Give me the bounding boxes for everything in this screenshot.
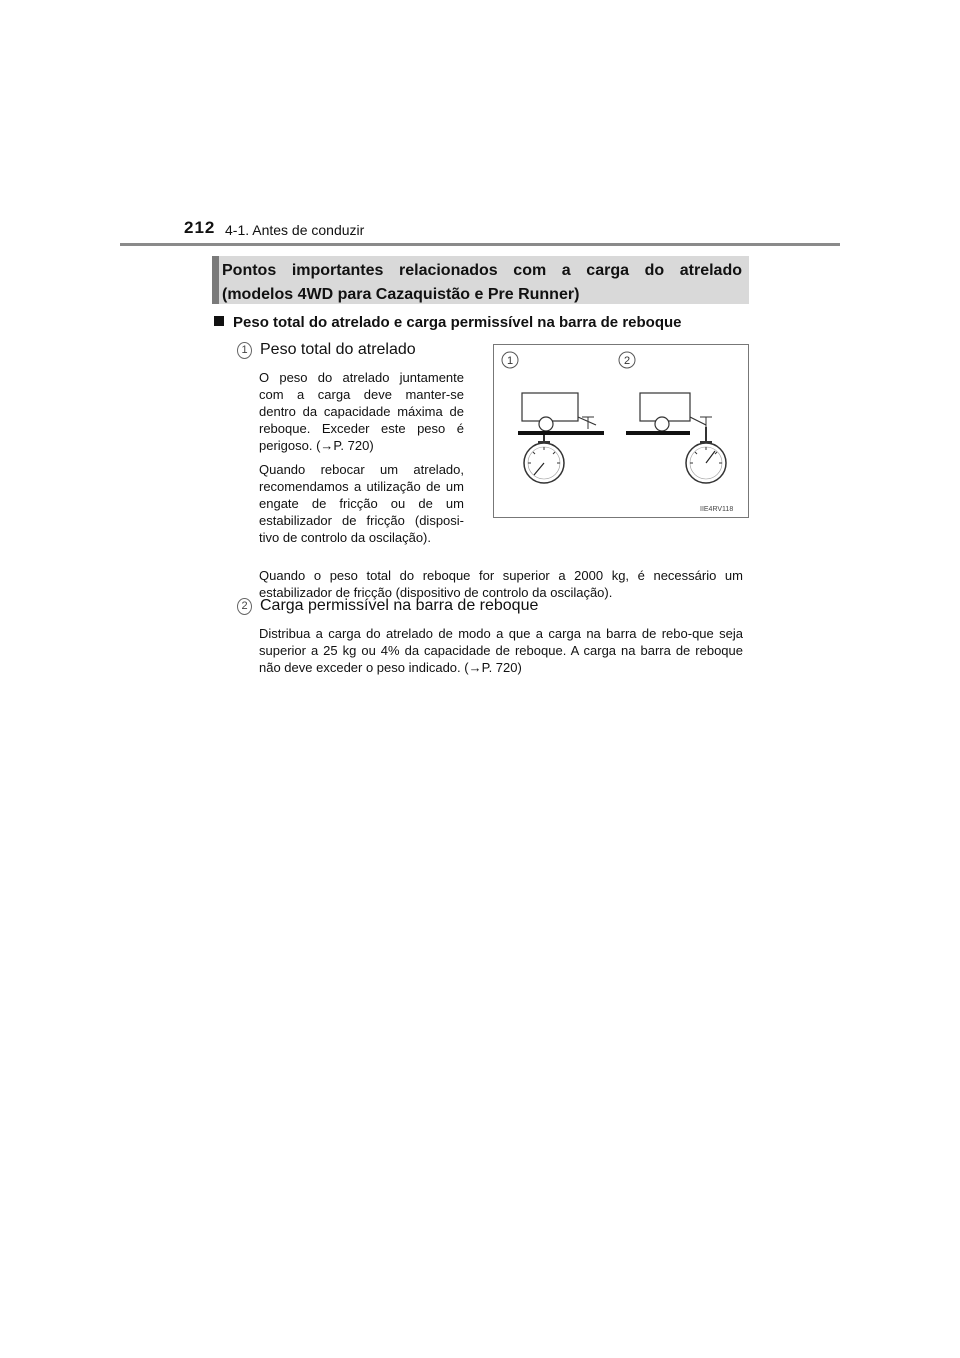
topic-box-title-line2: (modelos 4WD para Cazaquistão e Pre Runner) — [222, 286, 580, 303]
figure-drawing — [494, 345, 748, 517]
item-number-1: 1 — [237, 342, 252, 359]
trailer-icon — [626, 393, 712, 433]
square-bullet-icon — [214, 316, 224, 326]
figure-callout-2 — [619, 352, 635, 368]
paragraph: Distribua a carga do atrelado de modo a que a carga na barra de rebo-que seja superior a 25 kg ou 4% da capacidade de reboque. A carga na barra de reboque não deve exceder o peso indicado. (→P. 720) — [259, 626, 743, 675]
header-divider — [120, 243, 840, 246]
trailer-icon — [518, 393, 604, 433]
item-title-1: Peso total do atrelado — [260, 341, 416, 358]
item-number-2: 2 — [237, 598, 252, 615]
paragraph: Quando rebocar um atrelado, recomendamos a utilização de um engate de fricção ou de um estabilizador de fricção (disposi-tivo de controlo da oscilação). — [259, 462, 464, 545]
item-title-2: Carga permissível na barra de reboque — [260, 597, 539, 614]
section-title: 4-1. Antes de conduzir — [225, 222, 365, 238]
figure-callout-1 — [502, 352, 518, 368]
topic-box-title-line1: Pontos importantes relacionados com a carga do atrelado — [222, 262, 742, 279]
scale-gauge-icon — [524, 435, 564, 483]
figure-callout-1-label: 1 — [506, 355, 514, 367]
tongue-weight-figure — [493, 344, 749, 518]
subheading — [214, 314, 682, 331]
subheading-text: Peso total do atrelado e carga permissível na barra de reboque — [233, 314, 682, 331]
paragraph: Quando o peso total do reboque for superior a 2000 kg, é necessário um estabilizador de fricção (dispositivo de controlo da oscilação). — [259, 568, 743, 600]
paragraph: O peso do atrelado juntamente com a carga deve manter-se dentro da capacidade máxima de reboque. Exceder este peso é perigoso. (→P. 720) — [259, 370, 464, 453]
figure-callout-2-label: 2 — [623, 355, 631, 367]
figure-code: IIE4RV118 — [700, 506, 734, 513]
page-number: 212 — [184, 218, 216, 237]
scale-gauge-icon — [686, 427, 726, 483]
